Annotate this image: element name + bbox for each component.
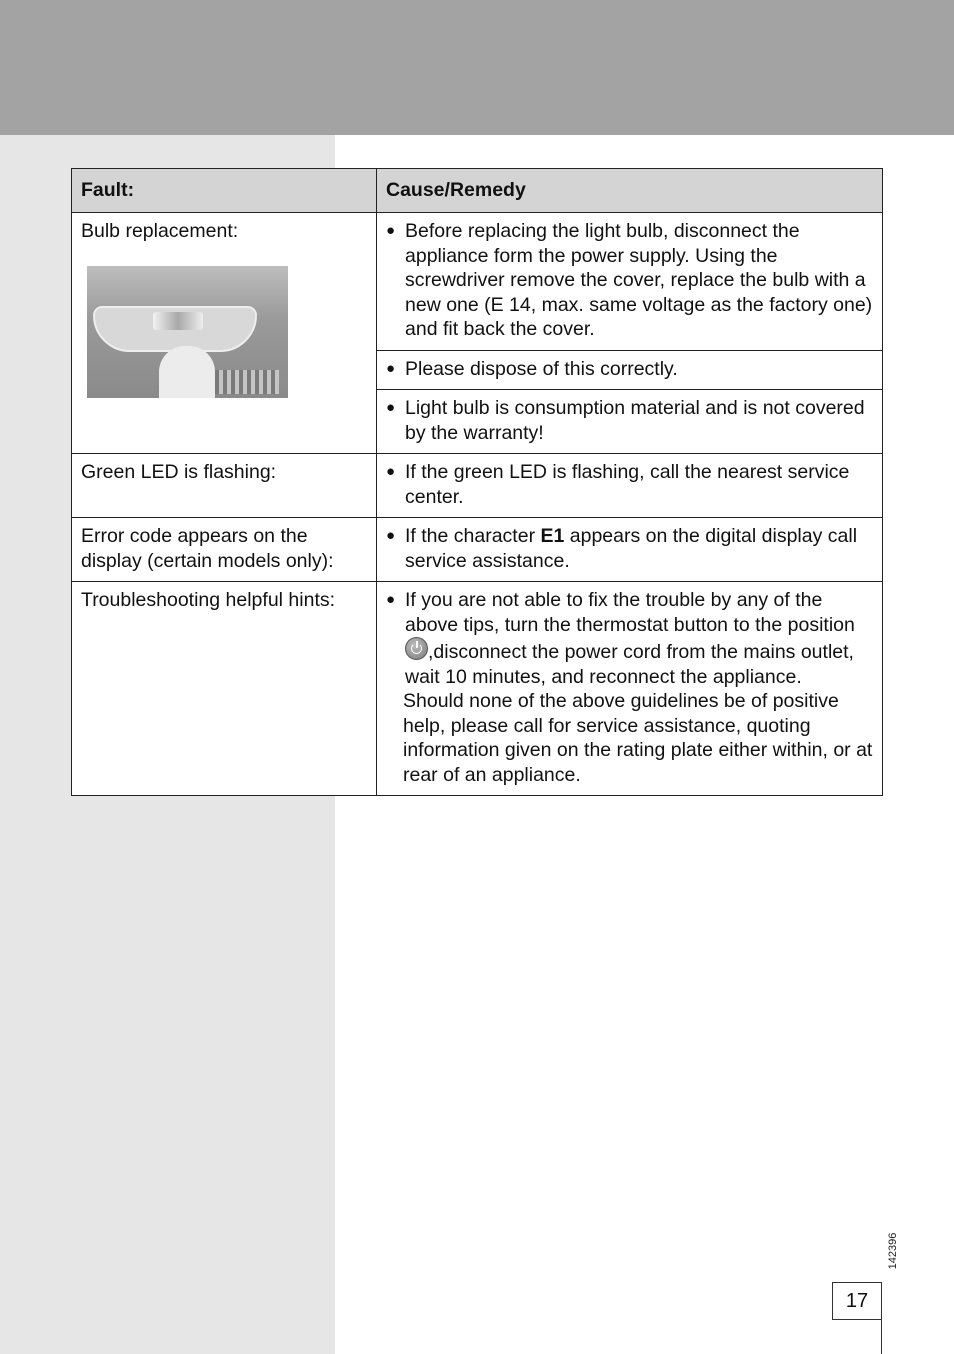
remedy-cell <box>377 454 883 518</box>
fault-label: Green LED is flashing: <box>81 461 277 483</box>
fault-label: Bulb replacement: <box>81 220 239 242</box>
header-cause-remedy: Cause/Remedy <box>377 169 883 213</box>
fault-cell <box>72 582 377 796</box>
bullet-icon: ● <box>386 591 396 608</box>
page-number-rule <box>881 1320 882 1354</box>
table-row <box>72 582 883 796</box>
fault-label: Troubleshooting helpful hints: <box>81 589 336 611</box>
page-number: 17 <box>832 1282 882 1320</box>
remedy-cell <box>377 213 883 351</box>
remedy-cell <box>377 582 883 796</box>
fault-label: Error code appears on the display (certain models only): <box>81 525 334 572</box>
error-code: E1 <box>540 525 565 547</box>
remedy-text: Please dispose of this correctly. <box>405 357 678 380</box>
table-row <box>72 518 883 582</box>
remedy-text-start: If the character <box>405 525 541 547</box>
bulb-replacement-photo <box>87 266 288 398</box>
remedy-paragraph: Should none of the above guidelines be of positive help, please call for service assistance, quoting information given on the rating plate either within, or at rear of an appliance. <box>403 690 873 786</box>
table-row <box>72 454 883 518</box>
bullet-icon: ● <box>386 399 396 416</box>
power-icon <box>405 637 428 660</box>
remedy-text-part2: ,disconnect the power cord from the mains outlet, wait 10 minutes, and reconnect the appliance. <box>405 641 854 688</box>
troubleshooting-table <box>71 168 883 796</box>
header-fault: Fault: <box>72 169 377 213</box>
remedy-text-part1: If you are not able to fix the trouble by any of the above tips, turn the thermostat button to the position <box>405 589 855 636</box>
fault-cell <box>72 454 377 518</box>
document-code: 142396 <box>887 1232 899 1270</box>
remedy-cell <box>377 518 883 582</box>
bullet-icon: ● <box>386 222 396 239</box>
fault-cell <box>72 518 377 582</box>
bullet-icon: ● <box>386 463 396 480</box>
table-header-row <box>72 169 883 213</box>
remedy-cell <box>377 350 883 390</box>
bullet-icon: ● <box>386 359 396 377</box>
remedy-text: If the green LED is flashing, call the nearest service center. <box>405 461 850 508</box>
fault-cell <box>72 213 377 454</box>
remedy-text: Before replacing the light bulb, disconnect the appliance form the power supply. Using the screwdriver remove the cover, replace the bulb with a new one (E 14, max. same voltage as the factory one) and fit back the cover. <box>405 220 873 340</box>
remedy-text-end: appears on the digital display call service assistance. <box>405 525 858 572</box>
bullet-icon: ● <box>386 527 396 544</box>
remedy-cell <box>377 390 883 454</box>
table-row <box>72 213 883 351</box>
top-gray-band <box>0 0 954 135</box>
remedy-text: Light bulb is consumption material and is not covered by the warranty! <box>405 397 865 444</box>
